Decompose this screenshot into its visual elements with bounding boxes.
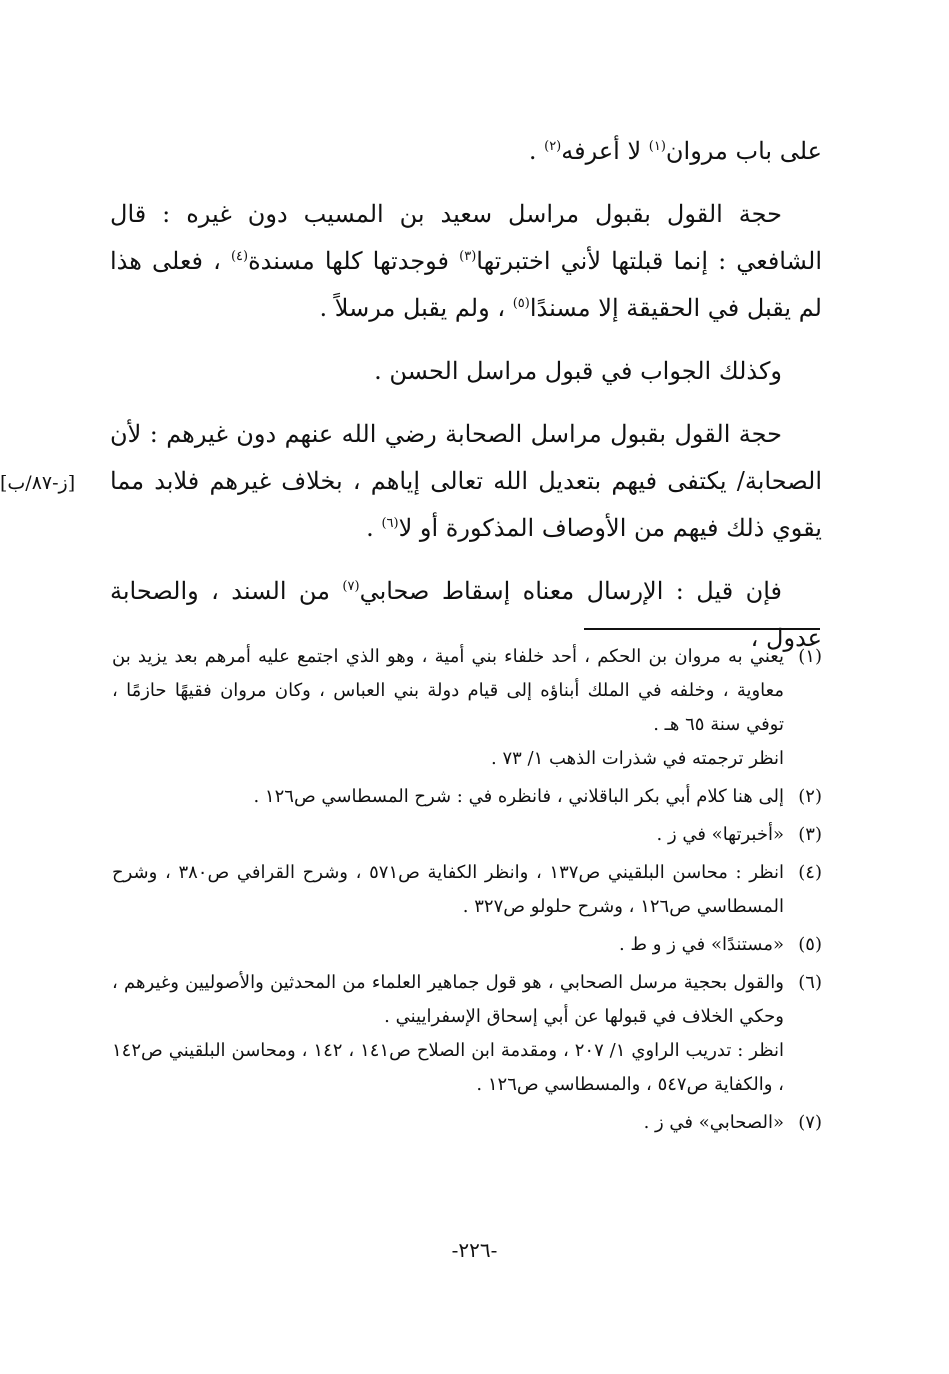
paragraph-4	[110, 411, 822, 552]
footnote-number: (٢)	[798, 786, 822, 807]
footnotes	[112, 640, 822, 1144]
paragraph-3: وكذلك الجواب في قبول مراسل الحسن .	[374, 357, 782, 385]
footnote-number: (٧)	[798, 1112, 822, 1133]
footnote-ref: (٤)	[230, 249, 249, 264]
footnote-line: «الصحابي» في ز .	[643, 1112, 784, 1133]
footnote-7	[112, 1106, 822, 1140]
footnote-ref: (٦)	[381, 516, 399, 531]
footnote-line: «أخبرتها» في ز .	[656, 824, 784, 845]
footnote-number: (٥)	[798, 934, 822, 955]
footnote-line: والقول بحجية مرسل الصحابي ، هو قول جماهير العلماء من المحدثين والأصوليين وغيرهم ، وحكي الخلاف في قبولها عن أبي إسحاق الإسفراييني .	[112, 972, 784, 1027]
footnote-line: إلى هنا كلام أبي بكر الباقلاني ، فانظره في : شرح المسطاسي ص١٢٦ .	[253, 786, 784, 807]
footnote-ref: (٢)	[544, 139, 562, 154]
footnote-ref: (٧)	[342, 579, 360, 594]
paragraph-2	[110, 191, 822, 332]
paragraph-text: ، ولم يقبل مرسلاً .	[319, 294, 513, 322]
footnote-6	[112, 966, 822, 1102]
paragraph-text: حجة القول بقبول مراسل الصحابة رضي الله عنهم دون غيرهم : لأن الصحابة/ يكتفى فيهم بتعديل الله تعالى إياهم ، بخلاف غيرهم فلابد مما يقوي ذلك فيهم من الأوصاف المذكورة أو لا	[110, 420, 822, 542]
main-text	[110, 128, 822, 678]
paragraph-text: فإن قيل : الإرسال معناه إسقاط صحابي	[359, 577, 782, 605]
footnote-2	[112, 780, 822, 814]
paragraph-1	[110, 128, 822, 175]
paragraph-text: .	[366, 514, 382, 542]
page-number: -٢٢٦-	[451, 1238, 498, 1262]
footnote-3	[112, 818, 822, 852]
footnote-line: انظر : تدريب الراوي ١/ ٢٠٧ ، ومقدمة ابن الصلاح ص١٤١ ، ١٤٢ ، ومحاسن البلقيني ص١٤٢ ، والكفاية ص٥٤٧ ، والمسطاسي ص١٢٦ .	[112, 1040, 784, 1095]
paragraph-text: من السند ، والصحابة عدول ،	[110, 577, 822, 652]
paragraph-text: فوجدتها كلها مسندة	[248, 247, 460, 275]
footnote-divider	[584, 628, 820, 630]
paragraph-text: .	[528, 137, 545, 165]
paragraph-text: على باب مروان	[665, 137, 822, 165]
footnote-number: (٤)	[798, 862, 822, 883]
footnote-number: (٣)	[798, 824, 822, 845]
footnote-ref: (٣)	[459, 249, 477, 264]
footnote-ref: (٥)	[512, 296, 530, 311]
footnote-line: انظر ترجمته في شذرات الذهب ١/ ٧٣ .	[490, 748, 784, 769]
footnote-5	[112, 928, 822, 962]
footnote-ref: (١)	[648, 139, 666, 154]
footnote-number: (١)	[798, 646, 822, 667]
footnote-4	[112, 856, 822, 924]
footnote-line: يعني به مروان بن الحكم ، أحد خلفاء بني أمية ، وهو الذي اجتمع عليه أمرهم بعد يزيد بن معاوية ، وخلفه في الملك أبناؤه إلى قيام دولة بني العباس ، وكان مروان فقيهًا حازمًا ، توفي سنة ٦٥ هـ .	[112, 646, 784, 735]
paragraph-text: ، فعلى هذا لم يقبل في الحقيقة إلا مسندًا	[110, 247, 822, 322]
manuscript-margin-note: [ز-٨٧/ب]	[0, 472, 76, 494]
footnote-1	[112, 640, 822, 776]
footnote-line: «مستندًا» في ز و ط .	[618, 934, 784, 955]
paragraph-text: لا أعرفه	[561, 137, 649, 165]
footnote-number: (٦)	[798, 972, 822, 993]
paragraph-text: حجة القول بقبول مراسل سعيد بن المسيب دون غيره : قال الشافعي : إنما قبلتها لأني اختبرتها	[110, 200, 823, 275]
footnote-line: انظر : محاسن البلقيني ص١٣٧ ، وانظر الكفاية ص٥٧١ ، وشرح القرافي ص٣٨٠ ، وشرح المسطاسي ص١٢٦ ، وشرح حلولو ص٣٢٧ .	[112, 862, 784, 917]
